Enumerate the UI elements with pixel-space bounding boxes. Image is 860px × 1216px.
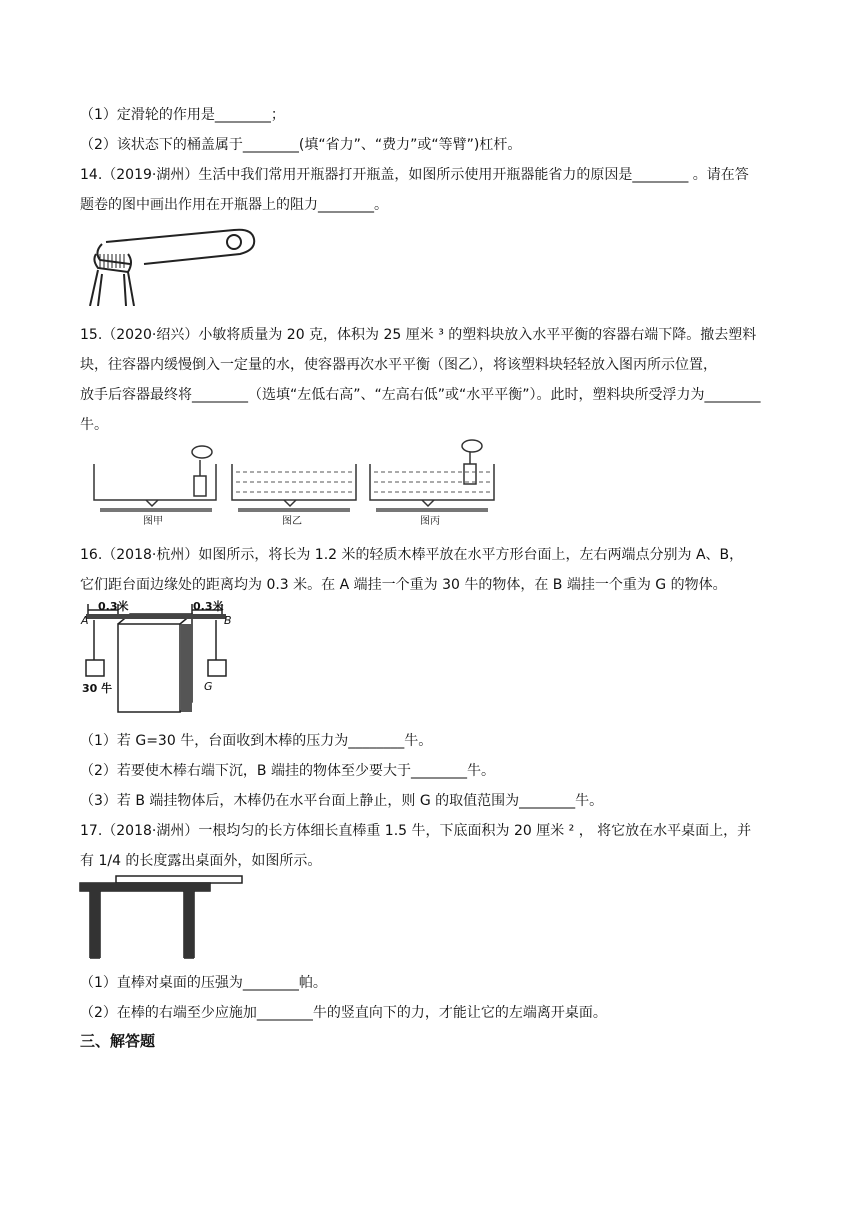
q15-line2: 块，往容器内缓慢倒入一定量的水，使容器再次水平平衡（图乙），将该塑料块轻轻放入图丙所示位置， [80,357,717,373]
q17-line1: 17.（2018·湖州）一根均匀的长方体细长直棒重 1.5 牛，下底面积为 20 厘米 ² ， 将它放在水平桌面上，并 [80,823,752,839]
q13-part1: （1）定滑轮的作用是________； [80,107,285,123]
q15-line3: 放手后容器最终将________（选填“左低右高”、“左高右低”或“水平平衡”）。此时，塑料块所受浮力为________ [80,387,761,403]
q15-line4: 牛。 [80,417,108,433]
section-title: 三、解答题 [80,1032,156,1050]
q14-line1: 14.（2019·湖州）生活中我们常用开瓶器打开瓶盖，如图所示使用开瓶器能省力的原因是________ 。请在答 [80,167,749,183]
dist-label-right: 0.3米 [193,600,224,613]
right-weight-label: G [204,680,213,693]
q13-part2: （2）该状态下的桶盖属于________(填“省力”、“费力”或“等臂”)杠杆。 [80,137,522,153]
left-weight-label: 30 牛 [82,682,113,695]
q14-line2: 题卷的图中画出作用在开瓶器上的阻力________。 [80,197,388,213]
fig-label-jia: 图甲 [143,516,163,527]
q15-line1: 15.（2020·绍兴）小敏将质量为 20 克，体积为 25 厘米 ³ 的塑料块放入水平平衡的容器右端下降。撤去塑料 [80,327,757,343]
dist-label-left: 0.3米 [98,600,129,613]
q16-line2: 它们距台面边缘处的距离均为 0.3 米。在 A 端挂一个重为 30 牛的物体，在 B 端挂一个重为 G 的物体。 [80,577,727,593]
q17-line2: 有 1/4 的长度露出桌面外，如图所示。 [80,853,322,869]
fig-label-bing: 图丙 [420,516,440,527]
q16-part1: （1）若 G=30 牛，台面收到木棒的压力为________牛。 [80,733,433,749]
rod-table-figure [78,872,248,960]
q16-part2: （2）若要使木棒右端下沉，B 端挂的物体至少要大于________牛。 [80,763,495,779]
fig-label-yi: 图乙 [282,516,302,527]
q17-part2: （2）在棒的右端至少应施加________牛的竖直向下的力，才能让它的左端离开桌面。 [80,1005,607,1021]
bottle-opener-figure [84,224,262,306]
q16-part3: （3）若 B 端挂物体后，木棒仍在水平台面上静止，则 G 的取值范围为________牛。 [80,793,604,809]
q17-part1: （1）直棒对桌面的压强为________帕。 [80,975,327,991]
point-b-label: B [224,614,232,627]
point-a-label: A [81,614,89,627]
q16-line1: 16.（2018·杭州）如图所示，将长为 1.2 米的轻质木棒平放在水平方形台面上，左右两端点分别为 A、B， [80,547,744,563]
